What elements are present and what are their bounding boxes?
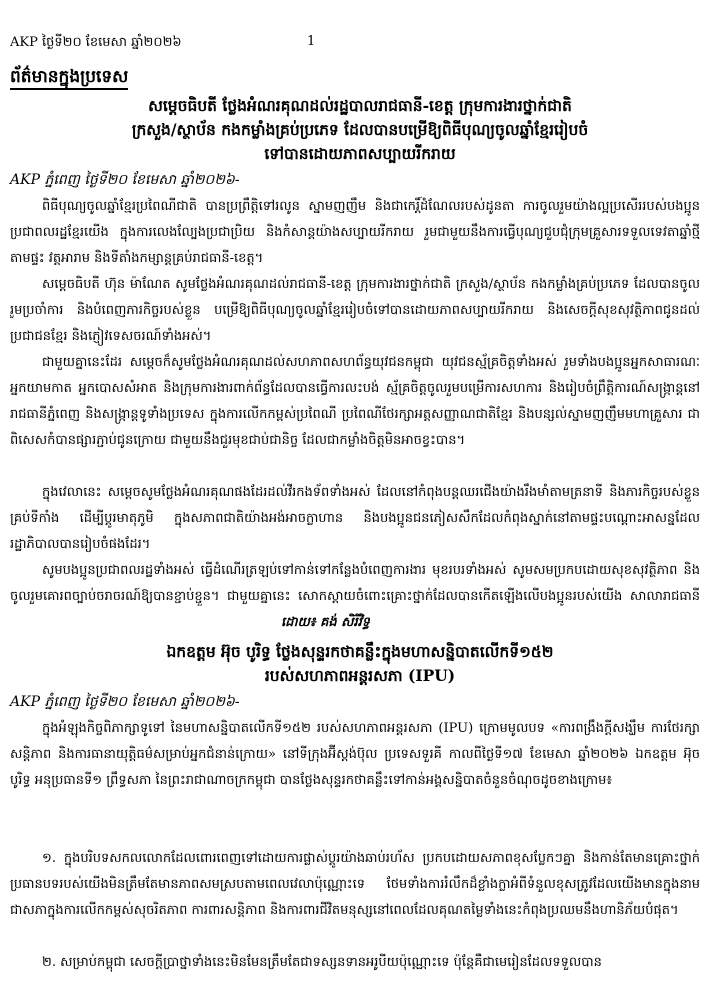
article1-dateline: AKP ភ្នំពេញ ថ្ងៃទី២០ ខែមេសា ឆ្នាំ២០២៦- <box>10 172 240 188</box>
article1-paragraph: ជាមួយគ្នានេះដែរ សម្តេចក៏សូមថ្លែងអំណរគុណដល់សហភាពសហព័ន្ធយុវជនកម្ពុជា យុវជនស្ម័គ្រចិត្តទាំងអស់ រួមទាំងបងប្អូនអ្នកសាធារណៈ អ្នកយាមកាត អ្នកបោសសំអាត និងក្រុមការងារពាក់ព័ន្ធដែលបានធ្វើការលះបង់ ស្ម័គ្រចិត្តចូលរួមបម្រើការសហការ និងរៀបចំព្រឹត្តិការណ៍សង្ក្រាន្តនៅរាជធានីភ្នំពេញ និងសង្ក្រាន្តទូទាំងប្រទេស ក្នុងការលើកកម្ពស់ប្រពៃណី ប្រពៃណីថែរក្សាអត្តសញ្ញាណជាតិខ្មែរ និងបន្សល់ស្នាមញញឹមមហាគ្រួសារ ជាពិសេសកំបានផ្សារភ្ជាប់ជូនក្រោយ ជាមួយនឹងជួរមុខជាប់ជានិច្ច ដែលជាកម្លាំងចិត្តមិនអាចខ្វះបាន។ <box>10 355 700 448</box>
article1-paragraph: សម្តេចធិបតី ហ៊ុន ម៉ាណែត សូមថ្លែងអំណរគុណដល់រាជធានី-ខេត្ត ក្រុមការងារថ្នាក់ជាតិ ក្រសួង/ស្ថាប័ន កងកម្លាំងគ្រប់ប្រភេទ ដែលបានចូលរួមប្រចាំការ និងបំពេញភារកិច្ចរបស់ខ្លួន បម្រើឱ្យពិធីបុណ្យចូលឆ្នាំខ្មែររៀបចំទៅបានដោយភាពសប្បាយរីករាយ និងសេចក្តីសុខសុវត្ថិភាពជូនដល់ប្រជាជនខ្មែរ និងភ្ញៀវទេសចរណ៍ទាំងអស់។ <box>10 277 700 344</box>
article1-paragraph: ក្នុងវេលានេះ សម្តេចសូមថ្លែងអំណរគុណផងដែរដល់វីរកងទ័ពទាំងអស់ ដែលនៅកំពុងបន្តឈរជើងយ៉ាងរឹងមាំតាមត្រនាទី និងភារកិច្ចរបស់ខ្លួនគ្រប់ទីកាំង ដើម្បីប្តូរមាតុភូមិ ក្នុងសភាពជាតិយ៉ាងអង់អាចក្លាហាន និងបងប្អូនជនភៀសសឹកដែលកំពុងស្នាក់នៅតាមផ្ទះបណ្តោះអាសន្នដែលរដ្ឋាភិបាលបានរៀបចំផងដែរ។ <box>10 485 700 552</box>
article1-headline <box>40 94 680 166</box>
article1-author: ដោយ៖ គង់ សិរីវិទ្ធ <box>280 615 370 630</box>
headline-line: ក្រសួង/ស្ថាប័ន កងកម្លាំងគ្រប់ប្រភេទ ដែលបានបម្រើឱ្យពិធីបុណ្យចូលឆ្នាំខ្មែររៀបចំ <box>131 120 589 139</box>
article2-paragraph: ២. សម្រាប់កម្ពុជា សេចក្តីប្រាថ្នាទាំងនេះមិនមែនត្រឹមតែជាទស្សនទានអរូបីយប៉ុណ្ណោះទេ ប៉ុន្តែគឺជាមេរៀនដែលទទួលបាន <box>42 955 602 970</box>
page-number: 1 <box>307 34 316 49</box>
article2-headline <box>40 640 680 688</box>
article1-paragraph: ពិធីបុណ្យចូលឆ្នាំខ្មែរប្រពៃណីជាតិ បានប្រព្រឹត្តិទៅរលូន ស្នាមញញឹម និងជាកេរ្តិ៍ដំណែលរបស់ដូនតា ការចូលរួមយ៉ាងល្អប្រសើររបស់បងប្អូនប្រជាពលរដ្ឋខ្មែរយើង ក្នុងការលេងល្បែងប្រជាប្រិយ និងកំសាន្តយ៉ាងសប្បាយរីករាយ រួមជាមួយនឹងការធ្វើបុណ្យជួបជុំក្រុមគ្រួសារទទួលទេវតាឆ្នាំថ្មីតាមផ្ទះ វត្តអារាម និងទីតាំងកម្សាន្តគ្រប់រាជធានី-ខេត្ត។ <box>10 199 700 266</box>
headline-line: ទៅបានដោយភាពសប្បាយរីករាយ <box>264 144 456 163</box>
headline-line: ឯកឧត្តម អ៊ុច បូរិទ្ធ ថ្លែងសុន្ទរកថាគន្លឹះក្នុងមហាសន្និបាតលើកទី១៥២ <box>166 642 554 661</box>
article2-paragraph: ក្នុងអំឡុងកិច្ចពិភាក្សាទូទៅ នៃមហាសន្និបាតលើកទី១៥២ របស់សហភាពអន្តរសភា (IPU) ក្រោមមូលបទ «ការពង្រឹងក្តីសង្ឃឹម ការថែរក្សាសន្តិភាព និងការធានាយុត្តិធម៌សម្រាប់អ្នកជំនាន់ក្រោយ» នៅទីក្រុងអ៊ីស្តង់ប៊ុល ប្រទេសទួរគី កាលពីថ្ងៃទី១៧ ខែមេសា ឆ្នាំ២០២៦ ឯកឧត្តម អ៊ុច បូរិទ្ធ អនុប្រធានទី១ ព្រឹទ្ធសភា នៃព្រះរាជាណាចក្រកម្ពុជា បានថ្លែងសុន្ទរកថាគន្លឹះទៅកាន់អង្គសន្និបាតចំនួនចំណុចដូចខាងក្រោម៖ <box>10 721 700 788</box>
headline-line: របស់សហភាពអន្តរសភា (IPU) <box>264 666 456 685</box>
headline-line: សម្តេចធិបតី ថ្លែងអំណរគុណដល់រដ្ឋបាលរាជធានី-ខេត្ត ក្រុមការងារថ្នាក់ជាតិ <box>148 96 572 115</box>
page-header <box>10 34 510 53</box>
article1-paragraph: សូមបងប្អូនប្រជាពលរដ្ឋទាំងអស់ ធ្វើដំណើរត្រឡប់ទៅកាន់ទៅកន្លែងបំពេញការងារ មុខរបរទាំងអស់ សូមសមប្រកបដោយសុខសុវត្ថិភាព និងចូលរួមគោរពច្បាប់ចរាចរណ៍ឱ្យបានខ្ជាប់ខ្ជួន។ ជាមួយគ្នានេះ សោកស្តាយចំពោះគ្រោះថ្នាក់ដែលបានកើតឡើងលើបងប្អូនរបស់យើង សាលារាជធានី <box>10 563 700 604</box>
header-date-line: AKP ថ្ងៃទី២០ ខែមេសា ឆ្នាំ២០២៦ <box>10 35 182 50</box>
article2-paragraph: ១. ក្នុងបរិបទសកលលោកដែលពោរពេញទៅដោយការផ្លាស់ប្តូរយ៉ាងឆាប់រហ័ស ប្រកបដោយសភាពខុសប្លែកៗគ្នា និងកាន់តែមានគ្រោះថ្នាក់ ប្រធានបទរបស់យើងមិនត្រឹមតែមានភាពសមស្របតាមពេលវេលាប៉ុណ្ណោះទេ ថែមទាំងការរំលឹកដ៏ខ្លាំងក្លាអំពីទំនួលខុសត្រូវដែលយើងមានក្នុងនាមជាសភាក្នុងការលើកកម្ពស់សុចរិតភាព ការពារសន្តិភាព និងការពារជីវិតមនុស្សនៅពេលដែលគុណតម្លៃទាំងនេះកំពុងប្រឈមនឹងហានិភ័យបំផុត។ <box>10 851 700 918</box>
article2-dateline: AKP ភ្នំពេញ ថ្ងៃទី២០ ខែមេសា ឆ្នាំ២០២៦- <box>10 694 240 710</box>
section-title: ព័ត៌មានក្នុងប្រទេស <box>10 66 128 91</box>
